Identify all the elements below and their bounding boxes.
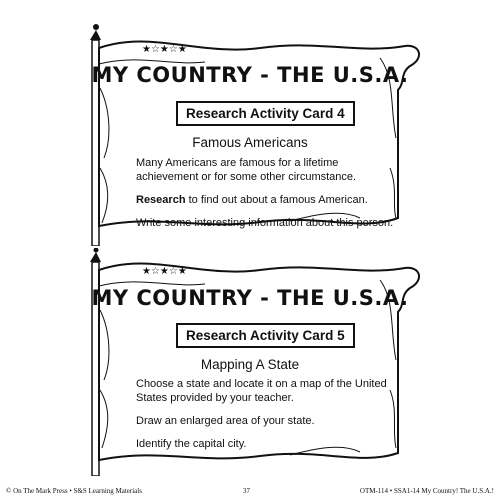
- card-body: [136, 156, 396, 239]
- paragraph: [136, 193, 396, 207]
- svg-text:★☆★☆★: ★☆★☆★: [142, 266, 187, 277]
- page-number: 37: [243, 487, 250, 495]
- bold-keyword: Research: [136, 194, 186, 206]
- activity-card-5: [0, 248, 500, 476]
- card-subheading: Mapping A State: [200, 357, 300, 372]
- paragraph: Many Americans are famous for a lifetime achievement or for some other circumstance.: [136, 157, 357, 183]
- footer-publisher: © On The Mark Press • S&S Learning Materials: [6, 487, 142, 495]
- activity-card-4: [0, 18, 500, 246]
- footer-product-code: OTM-114 • SSA1-14 My Country! The U.S.A.!: [359, 487, 494, 495]
- page-footer: [0, 487, 500, 499]
- card-label: Research Activity Card 5: [176, 323, 355, 348]
- card-body: [136, 377, 396, 460]
- paragraph: Write some interesting information about this person.: [136, 217, 394, 229]
- card-label: Research Activity Card 4: [176, 101, 355, 126]
- paragraph: Choose a state and locate it on a map of the United States provided by your teacher.: [136, 378, 387, 404]
- card-title: MY COUNTRY - THE U.S.A.: [91, 63, 409, 87]
- card-title: MY COUNTRY - THE U.S.A.: [91, 286, 409, 310]
- card-subheading: Famous Americans: [192, 135, 308, 150]
- paragraph: Draw an enlarged area of your state.: [136, 415, 315, 427]
- svg-text:★☆★☆★: ★☆★☆★: [142, 44, 187, 55]
- paragraph-text: to find out about a famous American.: [185, 194, 368, 206]
- paragraph: Identify the capital city.: [136, 438, 247, 450]
